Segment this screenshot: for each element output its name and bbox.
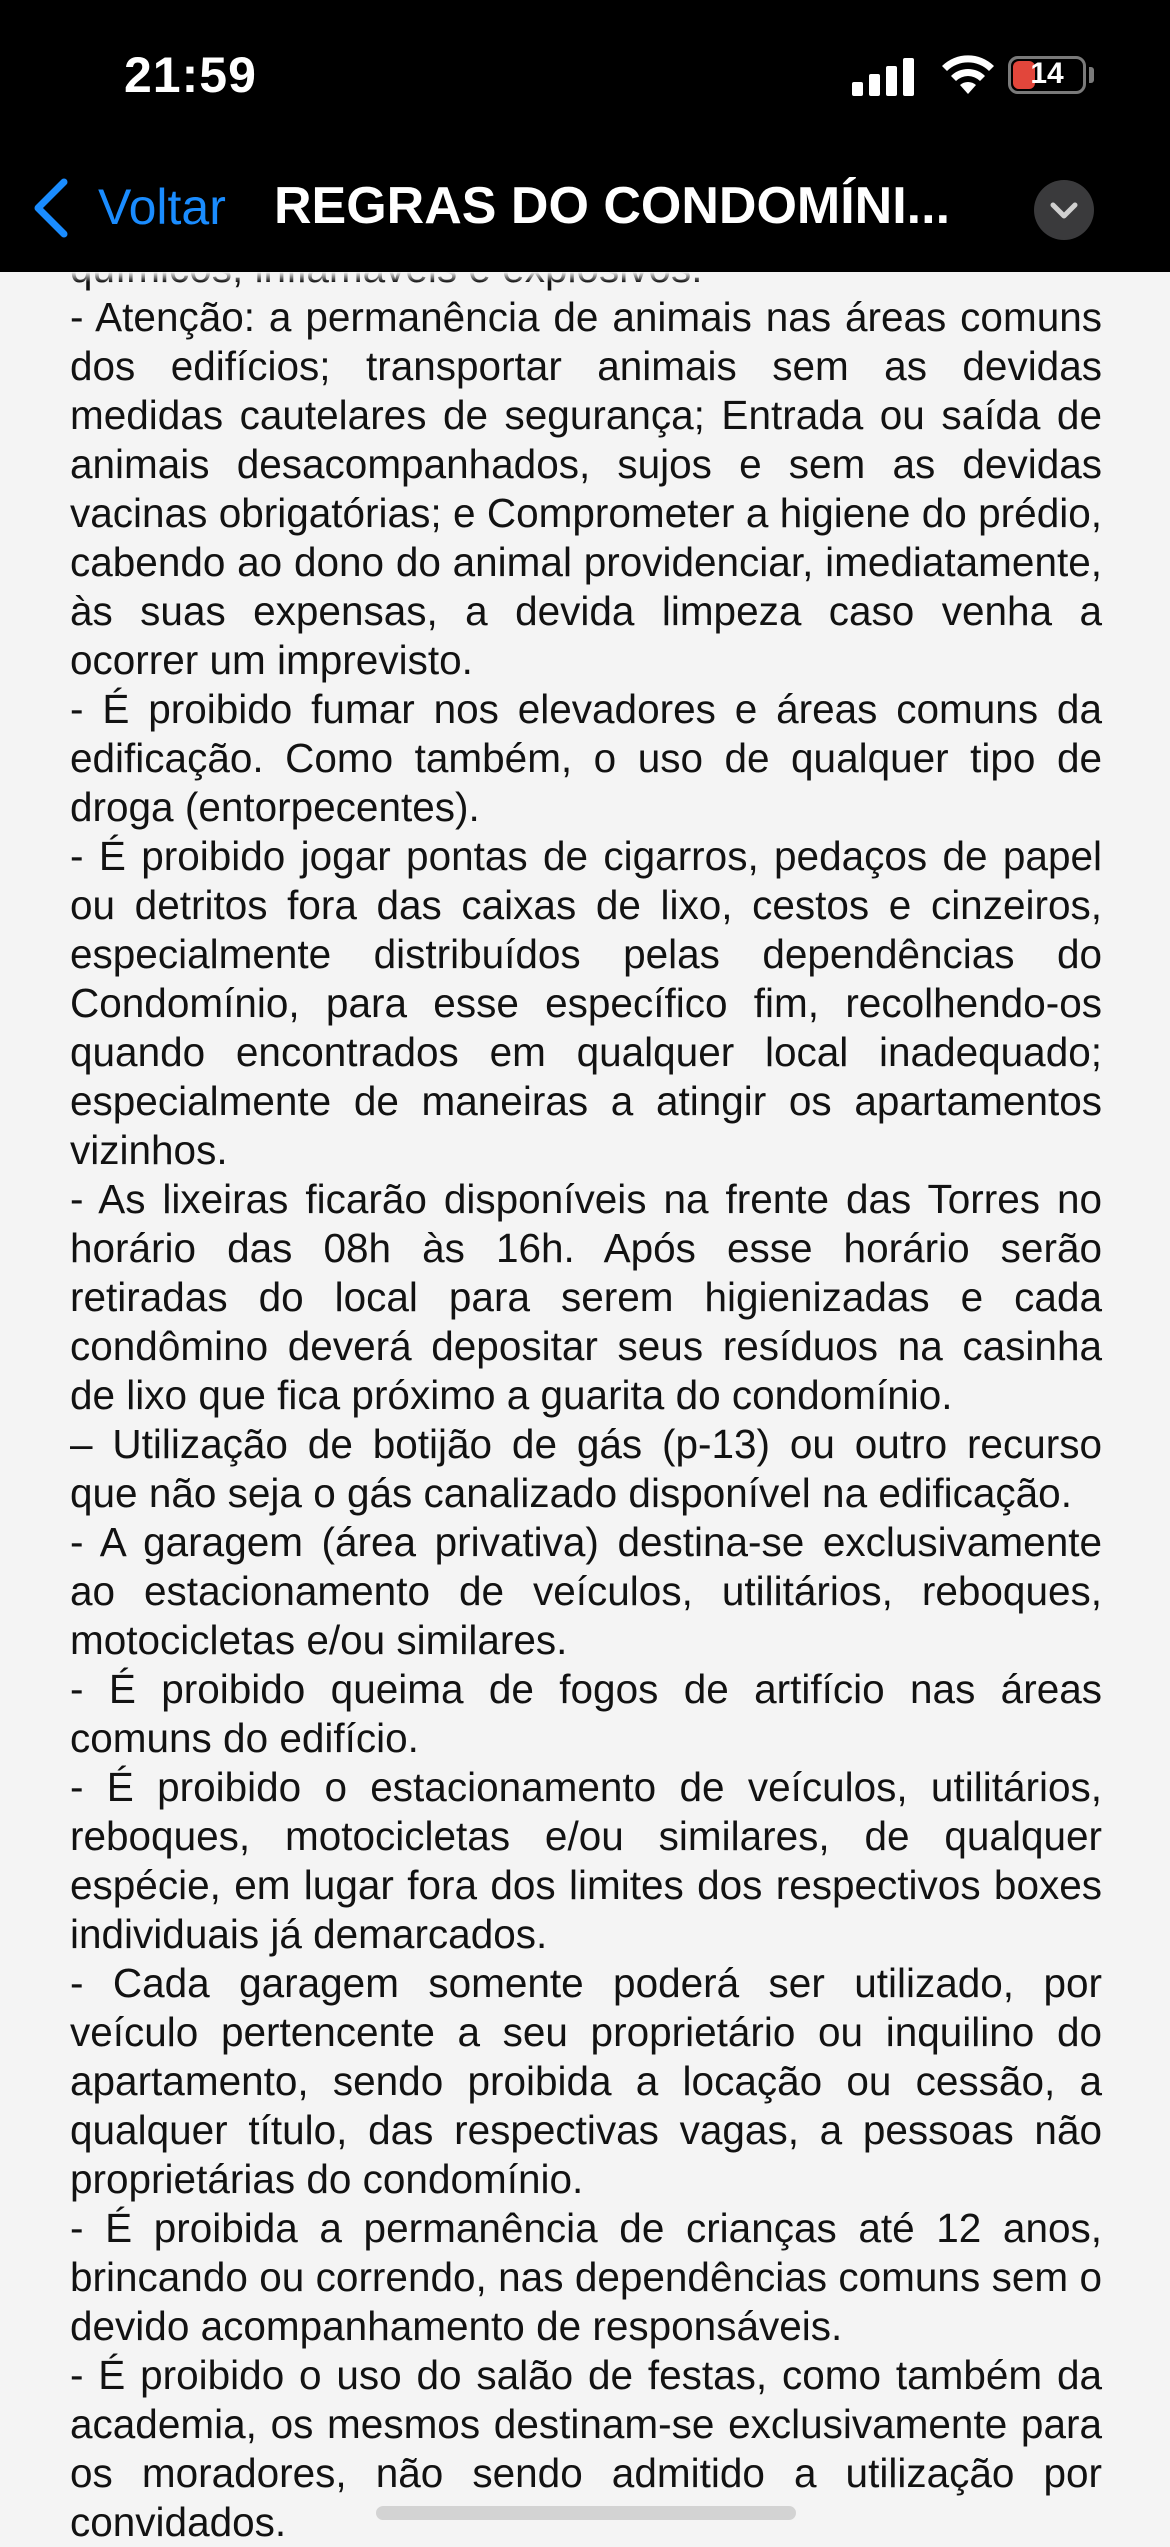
document-paragraph: - É proibido queima de fogos de artifício nas áreas comuns do edifício. bbox=[70, 1666, 1102, 1761]
battery-icon bbox=[1008, 56, 1086, 94]
top-bar bbox=[0, 0, 1170, 272]
document-paragraph: - É proibido o uso do salão de festas, como também da academia, os mesmos destinam-se exclusivamente para os moradores, não sendo admitido a utilização por convidados. bbox=[70, 2352, 1102, 2545]
status-time: 21:59 bbox=[124, 47, 257, 103]
document-paragraph: - É proibido o estacionamento de veículos, utilitários, reboques, motocicletas e/ou similares, de qualquer espécie, em lugar fora dos limites dos respectivos boxes individuais já demarcados. bbox=[70, 1764, 1102, 1957]
content-edge-fade bbox=[0, 272, 1170, 282]
document-body bbox=[70, 244, 1102, 2547]
back-button[interactable]: Voltar bbox=[98, 179, 226, 235]
document-paragraph: - É proibido jogar pontas de cigarros, pedaços de papel ou detritos fora das caixas de lixo, cestos e cinzeiros, especialmente distribuídos pelas dependências do Condomínio, para esse específico fim, recolhendo-os quando encontrados em qualquer local inadequado; especialmente de maneiras a atingir os apartamentos vizinhos. bbox=[70, 833, 1102, 1173]
document-paragraph: - As lixeiras ficarão disponíveis na frente das Torres no horário das 08h às 16h. Após esse horário serão retiradas do local para serem higienizadas e cada condômino deverá depositar seus resíduos na casinha de lixo que fica próximo a guarita do condomínio. bbox=[70, 1176, 1102, 1418]
document-paragraph: – Utilização de botijão de gás (p-13) ou outro recurso que não seja o gás canalizado disponível na edificação. bbox=[70, 1421, 1102, 1516]
cellular-signal-icon bbox=[852, 56, 916, 96]
document-paragraph: - A garagem (área privativa) destina-se exclusivamente ao estacionamento de veículos, utilitários, reboques, motocicletas e/ou similares. bbox=[70, 1519, 1102, 1663]
document-paragraph: - É proibida a permanência de crianças até 12 anos, brincando ou correndo, nas dependências comuns sem o devido acompanhamento de responsáveis. bbox=[70, 2205, 1102, 2349]
wifi-icon bbox=[940, 52, 996, 96]
page-title: REGRAS DO CONDOMÍNI... bbox=[274, 177, 951, 235]
document-paragraph: - É proibido fumar nos elevadores e áreas comuns da edificação. Como também, o uso de qualquer tipo de droga (entorpecentes). bbox=[70, 686, 1102, 830]
document-paragraph: - Atenção: a permanência de animais nas áreas comuns dos edifícios; transportar animais sem as devidas medidas cautelares de segurança; Entrada ou saída de animais desacompanhados, sujos e sem as devidas vacinas obrigatórias; e Comprometer a higiene do prédio, cabendo ao dono do animal providenciar, imediatamente, às suas expensas, a devida limpeza caso venha a ocorrer um imprevisto. bbox=[70, 294, 1102, 683]
battery-tip bbox=[1089, 67, 1094, 83]
battery-level: 14 bbox=[1030, 57, 1064, 90]
chevron-down-icon bbox=[1034, 180, 1094, 240]
title-menu-button[interactable] bbox=[1034, 180, 1094, 240]
chevron-left-icon[interactable] bbox=[28, 178, 74, 238]
document-paragraph: - Cada garagem somente poderá ser utilizado, por veículo pertencente a seu proprietário ou inquilino do apartamento, sendo proibida a locação ou cessão, a qualquer título, das respectivas vagas, a pessoas não proprietárias do condomínio. bbox=[70, 1960, 1102, 2202]
home-indicator[interactable] bbox=[376, 2506, 796, 2520]
